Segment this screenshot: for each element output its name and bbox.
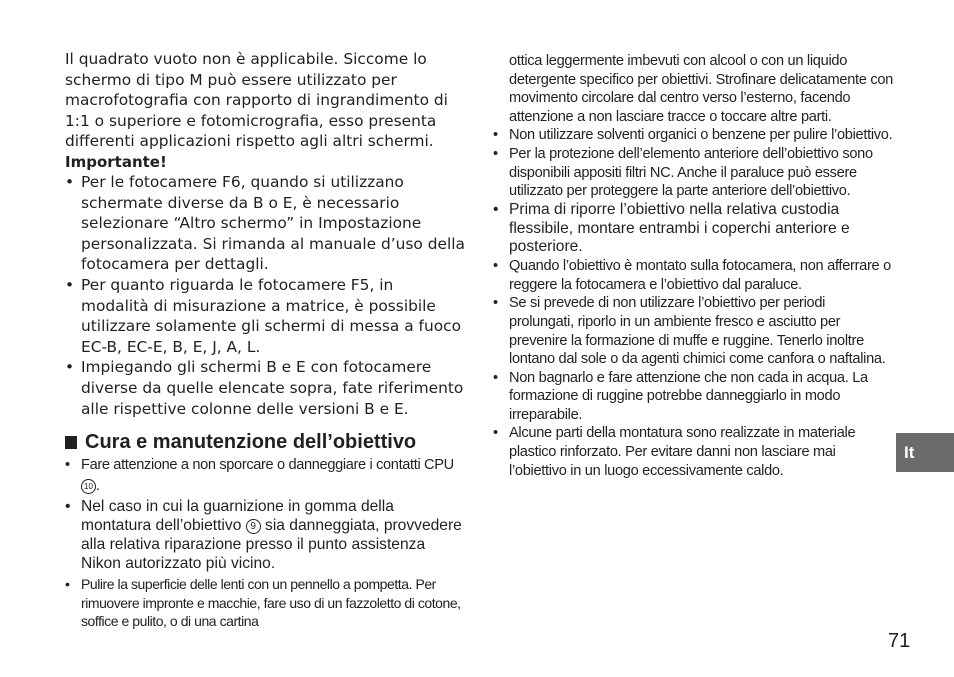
list-item: • Non bagnarlo e fare attenzione che non cada in acqua. La formazione di ruggine potrebbe danneggiarlo in modo irreparabile.: [493, 369, 868, 423]
list-item: • Nel caso in cui la guarnizione in gomma della montatura dell’obiettivo 9 sia danneggiata, provvedere alla relativa riparazione presso il punto assistenza Nikon autorizzato più vicino.: [65, 498, 462, 572]
bullet-icon: •: [65, 457, 70, 474]
intro-paragraph: Il quadrato vuoto non è applicabile. Siccome lo schermo di tipo M può essere utilizzato per macrofotografia con rapporto di ingrandimento di 1:1 o superiore e fotomicrografia, esso presenta differenti applicazioni rispetto agli altri schermi.: [65, 50, 448, 151]
bullet-icon: •: [65, 498, 71, 516]
bullet-icon: •: [493, 258, 498, 275]
list-item: • Non utilizzare solventi organici o benzene per pulire l’obiettivo.: [493, 127, 893, 144]
list-item: • Per quanto riguarda le fotocamere F5, in modalità di misurazione a matrice, è possibile utilizzare solamente gli schermi di messa a fuoco EC-B, EC-E, B, E, J, A, L.: [65, 275, 461, 356]
care-list: [65, 455, 465, 631]
important-label: Importante!: [65, 152, 167, 171]
list-item: • Per le fotocamere F6, quando si utilizzano schermate diverse da B o E, è necessario selezionare “Altro schermo” in Impostazione personalizzata. Si rimanda al manuale d’uso della fotocamera per dettagli.: [65, 172, 465, 274]
right-column: [493, 52, 893, 480]
bullet-icon: •: [493, 145, 498, 162]
bullet-icon: •: [65, 576, 70, 593]
square-marker-icon: [65, 436, 77, 449]
bullet-icon: •: [493, 127, 498, 144]
left-column: [65, 49, 465, 631]
list-item: • Pulire la superficie delle lenti con un pennello a pompetta. Per rimuovere impronte e macchie, fare uso di un fazzoletto di cotone, soffice e pulito, o di una cartina: [65, 576, 461, 630]
list-item: • Fare attenzione a non sporcare o danneggiare i contatti CPU 10 .: [65, 457, 454, 494]
list-item: • Quando l’obiettivo è montato sulla fotocamera, non afferrare o reggere la fotocamera e l’obiettivo dal paraluce.: [493, 258, 891, 293]
bullet-icon: •: [65, 275, 75, 294]
list-item: • Per la protezione dell’elemento anteriore dell’obiettivo sono disponibili appositi filtri NC. Anche il paraluce può essere utilizzato per proteggere la parte anteriore dell’obiettivo.: [493, 145, 873, 200]
bullet-icon: •: [493, 425, 498, 442]
bullet-icon: •: [65, 172, 75, 191]
list-item: • Impiegando gli schermi B e E con fotocamere diverse da quelle elencate sopra, fate riferimento alle rispettive colonne delle versioni B e E.: [65, 358, 464, 418]
list-item: • Se si prevede di non utilizzare l’obiettivo per periodi prolungati, riporlo in un ambiente fresco e asciutto per prevenire la formazione di muffe e ruggine. Tenerlo inoltre lontano dal sole o da agenti chimici come canfora o naftalina.: [493, 295, 886, 368]
continuation-paragraph: ottica leggermente imbevuti con alcool o con un liquido detergente specifico per obiettivi. Strofinare delicatamente con movimento circolare dal centro verso l’esterno, facendo attenzione a non lasciare tracce o toccare altre parti.: [509, 53, 893, 125]
list-item: • Alcune parti della montatura sono realizzate in materiale plastico rinforzato. Per evitare danni non lasciare mai l’obiettivo in un luogo eccessivamente caldo.: [493, 425, 856, 479]
bullet-icon: •: [493, 200, 499, 218]
bullet-icon: •: [493, 295, 498, 312]
circled-number-ref: 9: [246, 519, 261, 534]
language-tab: It: [896, 433, 954, 472]
care-list-continued: [493, 126, 893, 480]
bullet-icon: •: [493, 369, 498, 386]
bullet-icon: •: [65, 358, 75, 377]
list-item: • Prima di riporre l’obiettivo nella relativa custodia flessibile, montare entrambi i coperchi anteriore e posteriore.: [493, 200, 850, 256]
page-number: 71: [888, 630, 911, 652]
circled-number-ref: 10: [81, 479, 96, 494]
important-list: [65, 172, 465, 419]
section-heading: Cura e manutenzione dell’obiettivo: [65, 430, 465, 454]
